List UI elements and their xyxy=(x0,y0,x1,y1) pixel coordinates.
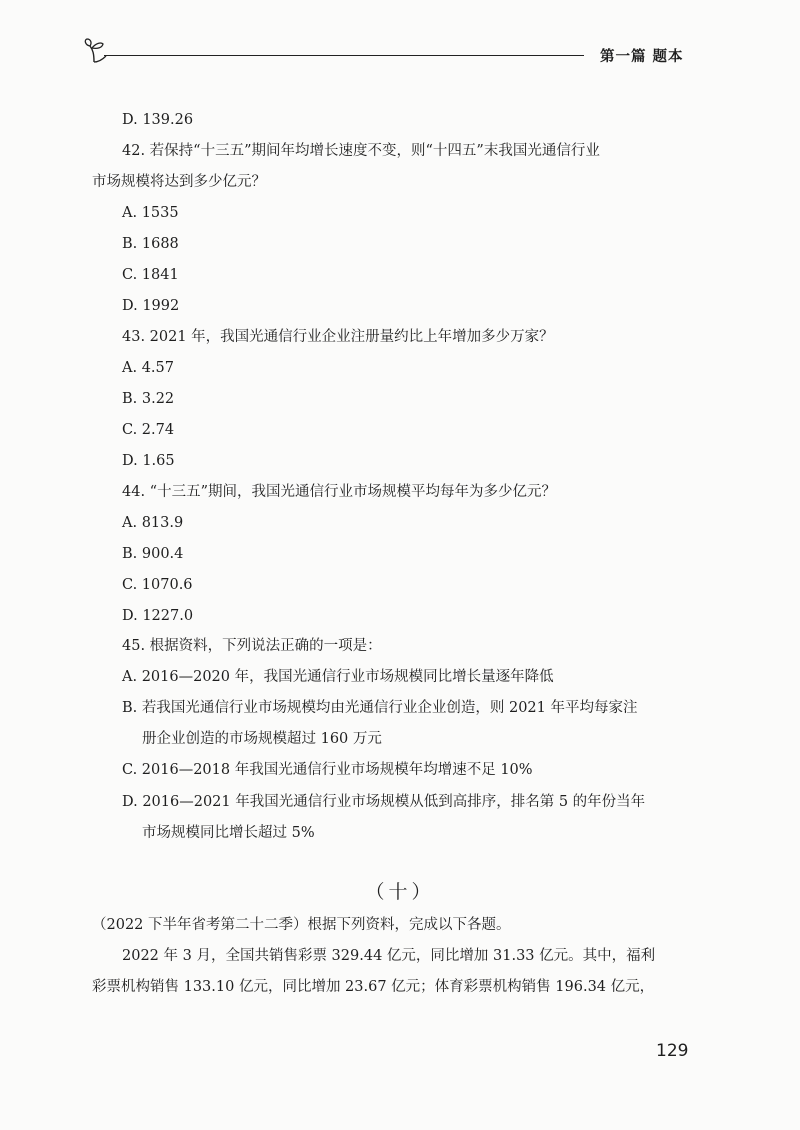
material-paragraph-line-1: 2022 年 3 月，全国共销售彩票 329.44 亿元，同比增加 31.33 亿元。其中，福利 xyxy=(122,948,656,964)
q45-option-a: A. 2016—2020 年，我国光通信行业市场规模同比增长量逐年降低 xyxy=(122,669,554,685)
q45-stem: 45. 根据资料，下列说法正确的一项是： xyxy=(122,638,382,654)
section-source-note: （2022 下半年省考第二十二季）根据下列资料，完成以下各题。 xyxy=(92,917,511,933)
page-number: 129 xyxy=(656,1041,689,1061)
q45-option-b-line-1: B. 若我国光通信行业市场规模均由光通信行业企业创造，则 2021 年平均每家注 xyxy=(122,700,638,716)
q41-option-d: D. 139.26 xyxy=(122,112,194,128)
q43-option-a: A. 4.57 xyxy=(122,360,174,376)
q43-option-c: C. 2.74 xyxy=(122,422,175,438)
q43-option-d: D. 1.65 xyxy=(122,453,175,469)
q45-option-d-line-1: D. 2016—2021 年我国光通信行业市场规模从低到高排序，排名第 5 的年份当年 xyxy=(122,794,646,810)
section-title: （十） xyxy=(365,881,435,903)
q42-option-d: D. 1992 xyxy=(122,298,180,314)
q42-option-c: C. 1841 xyxy=(122,267,179,283)
q42-stem-line-1: 42. 若保持“十三五”期间年均增长速度不变，则“十四五”末我国光通信行业 xyxy=(122,143,600,159)
q44-option-d: D. 1227.0 xyxy=(122,608,194,624)
material-paragraph-line-2: 彩票机构销售 133.10 亿元，同比增加 23.67 亿元；体育彩票机构销售 196.34 亿元， xyxy=(92,979,655,995)
chapter-title: 第一篇 题本 xyxy=(600,49,684,65)
q44-option-a: A. 813.9 xyxy=(122,515,184,531)
sprout-icon xyxy=(84,36,114,66)
q44-option-b: B. 900.4 xyxy=(122,546,184,562)
q42-option-a: A. 1535 xyxy=(122,205,179,221)
q44-option-c: C. 1070.6 xyxy=(122,577,193,593)
q44-stem: 44. “十三五”期间，我国光通信行业市场规模平均每年为多少亿元？ xyxy=(122,484,556,500)
q45-option-c: C. 2016—2018 年我国光通信行业市场规模年均增速不足 10% xyxy=(122,762,533,778)
header-rule xyxy=(104,55,584,56)
q43-stem: 43. 2021 年，我国光通信行业企业注册量约比上年增加多少万家？ xyxy=(122,329,554,345)
q45-option-d-line-2: 市场规模同比增长超过 5% xyxy=(142,825,315,841)
q42-stem-line-2: 市场规模将达到多少亿元？ xyxy=(92,174,266,190)
q42-option-b: B. 1688 xyxy=(122,236,179,252)
running-header xyxy=(84,36,704,66)
q43-option-b: B. 3.22 xyxy=(122,391,175,407)
q45-option-b-line-2: 册企业创造的市场规模超过 160 万元 xyxy=(142,731,382,747)
